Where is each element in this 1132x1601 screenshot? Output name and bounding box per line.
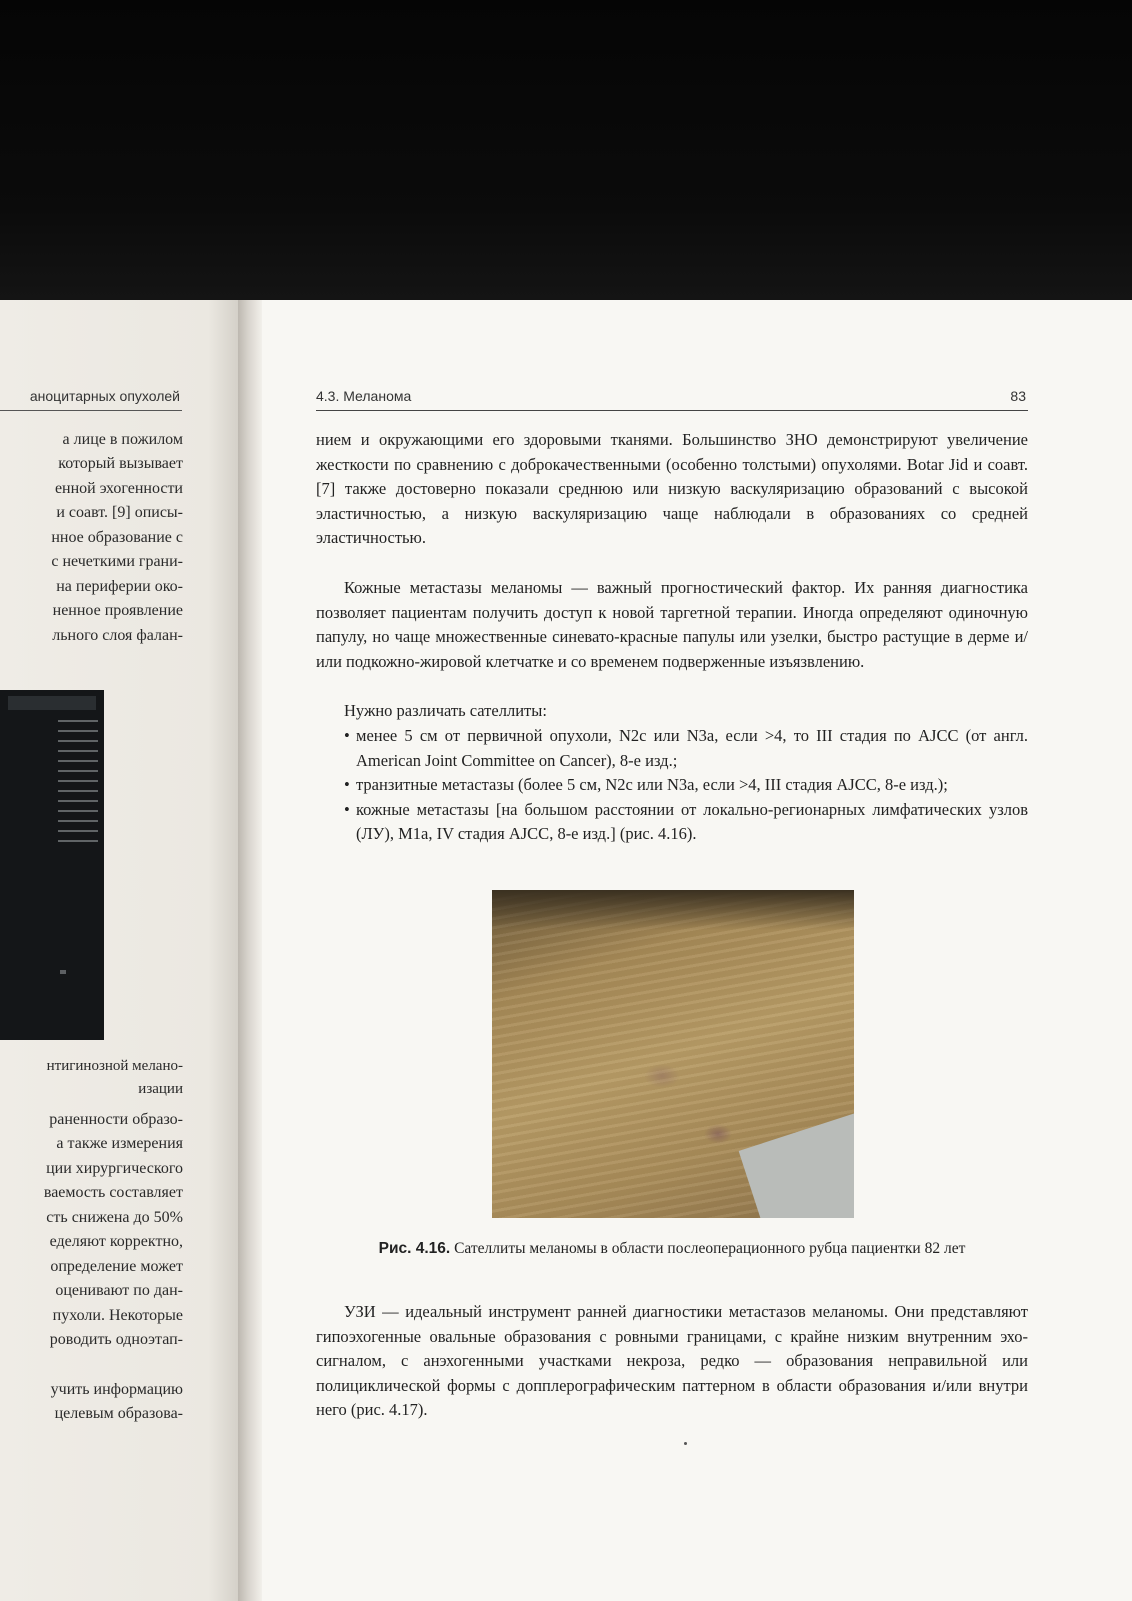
left-text-line: на периферии око- — [56, 578, 183, 595]
figure-caption-text: Сателлиты меланомы в области послеоперационного рубца пациентки 82 лет — [454, 1240, 966, 1257]
paragraph-skin-metastases: Кожные метастазы меланомы — важный прогностический фактор. Их ранняя диагностика позволяет пациентам получить доступ к новой таргетной терапии. Иногда определяют одиночную папулу, но чаще множественные синевато-красные папулы или узелки, быстро растущие в дерме и/или подкожно-жировой клетчатке и со временем подверженные изъязвлению. — [316, 578, 1028, 671]
bullet-icon: • — [344, 726, 350, 745]
ultrasound-image-fragment — [0, 690, 104, 1040]
left-text-line: а также измерения — [56, 1135, 183, 1152]
left-text-line: льного слоя фалан- — [52, 627, 183, 644]
left-text-line: пухоли. Некоторые — [52, 1307, 183, 1324]
left-page-header: аноцитарных опухолей — [29, 388, 180, 404]
book-gutter — [238, 300, 264, 1601]
photo-background-cloth — [739, 1111, 854, 1218]
header-rule — [316, 410, 1028, 411]
left-text-line: который вызывает — [58, 455, 183, 472]
list-item-text: транзитные метастазы (более 5 см, N2c или N3a, если >4, III стадия AJCC, 8-е изд.); — [356, 775, 948, 794]
bullet-icon: • — [344, 775, 350, 794]
right-page — [262, 300, 1132, 1601]
left-text-line: определение может — [50, 1258, 183, 1275]
figure-photo-satellites — [492, 890, 854, 1218]
left-text-line: с нечеткими грани- — [51, 553, 183, 570]
left-text-line: еделяют корректно, — [49, 1233, 183, 1250]
figure-label: Рис. 4.16. — [378, 1240, 451, 1257]
ultrasound-header-bar — [8, 696, 96, 710]
list-item — [316, 798, 1028, 847]
paragraph-satellites-intro: Нужно различать сателлиты: — [344, 701, 547, 720]
list-item-text: менее 5 см от первичной опухоли, N2c или N3a, если >4, то III стадия по AJCC (от англ. American Joint Committee on Cancer), 8-е изд.; — [356, 726, 1028, 770]
paragraph-ultrasound: УЗИ — идеальный инструмент ранней диагностики метастазов меланомы. Они представляют гипоэхогенные овальные образования с ровными границами, с крайне низким внутренним эхо-сигналом, с анэхогенными участками некроза, редко — образования неправильной или полициклической формы с допплерографическим паттерном в области образования и/или внутри него (рис. 4.17). — [316, 1302, 1028, 1419]
left-text-line: а лице в пожилом — [62, 431, 183, 448]
left-text-line: ции хирургического — [46, 1160, 183, 1177]
page-number: 83 — [1010, 388, 1026, 404]
left-text-line: роводить одноэтап- — [49, 1331, 183, 1348]
bullet-icon: • — [344, 799, 350, 819]
left-text-line: енной эхогенности — [54, 480, 183, 497]
ultrasound-marker — [60, 970, 66, 974]
figure-caption — [316, 1238, 1028, 1260]
section-header: 4.3. Меланома — [316, 388, 412, 404]
list-item — [316, 773, 1028, 798]
left-page — [0, 300, 245, 1601]
left-text-line: ненное проявление — [52, 602, 183, 619]
left-text-line: учить информацию — [50, 1381, 183, 1398]
left-header-rule — [0, 410, 182, 411]
left-text-line: и соавт. [9] описы- — [56, 504, 183, 521]
scan-dark-top — [0, 0, 1132, 300]
print-speck — [684, 1442, 687, 1445]
left-caption-line: нтигинозной мелано- — [46, 1058, 183, 1074]
satellite-list — [316, 724, 1028, 847]
ultrasound-readout — [58, 720, 98, 850]
photo-shadow — [492, 890, 854, 930]
left-caption-line: изации — [138, 1081, 183, 1097]
left-text-line: сть снижена до 50% — [46, 1209, 183, 1226]
left-text-line: раненности образо- — [49, 1111, 183, 1128]
list-item-text: кожные метастазы [на большом расстоянии от локально-регионарных лимфатических узлов (ЛУ), M1a, IV стадия AJCC, 8-е изд.] (рис. 4.16). — [356, 799, 1028, 843]
left-text-line: ваемость составляет — [43, 1184, 183, 1201]
left-text-line: нное образование с — [51, 529, 183, 546]
list-item — [316, 724, 1028, 773]
paragraph-elasticity: нием и окружающими его здоровыми тканями. Большинство ЗНО демонстрируют увеличение жесткости по сравнению с доброкачественными (особенно толстыми) опухолями. Botar Jid и соавт. [7] также достоверно показали среднюю или низкую васкуляризацию образований с высокой эластичностью, а низкую васкуляризацию чаще наблюдали в образованиях со средней эластичностью. — [316, 430, 1028, 547]
left-text-line: целевым образова- — [54, 1405, 183, 1422]
left-text-line: оценивают по дан- — [55, 1282, 183, 1299]
